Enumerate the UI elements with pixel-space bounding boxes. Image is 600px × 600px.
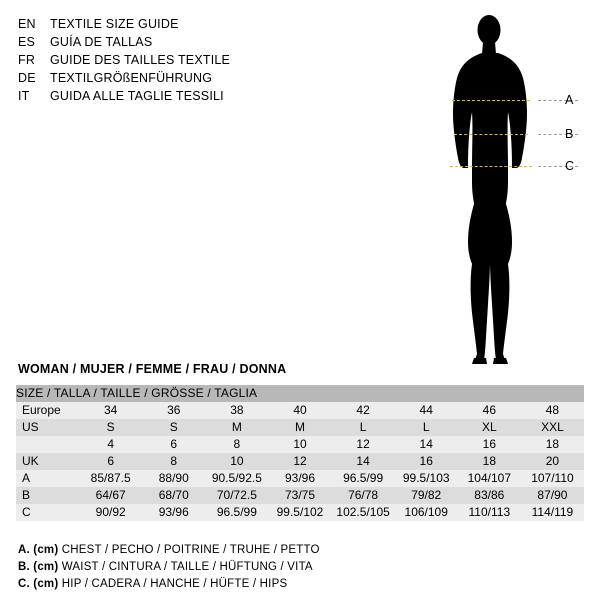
- table-cell: 110/113: [458, 504, 521, 521]
- table-cell: XL: [458, 419, 521, 436]
- table-cell: 83/86: [458, 487, 521, 504]
- language-row: [18, 33, 318, 51]
- table-cell: 8: [205, 436, 268, 453]
- table-cell: 6: [142, 436, 205, 453]
- table-cell: 106/109: [395, 504, 458, 521]
- table-cell: 76/78: [332, 487, 395, 504]
- language-title-block: [18, 15, 318, 105]
- table-header-row: [16, 385, 584, 402]
- table-cell: 48: [521, 402, 584, 419]
- table-cell: 93/96: [142, 504, 205, 521]
- table-cell: 18: [458, 453, 521, 470]
- table-cell: 12: [268, 453, 331, 470]
- table-cell: 14: [395, 436, 458, 453]
- table-cell: S: [79, 419, 142, 436]
- footnote-c-key: C. (cm): [18, 578, 59, 590]
- table-cell: 20: [521, 453, 584, 470]
- table-cell: 46: [458, 402, 521, 419]
- table-cell: 73/75: [268, 487, 331, 504]
- table-cell: 14: [332, 453, 395, 470]
- table-row: [16, 419, 584, 436]
- table-cell: 96.5/99: [205, 504, 268, 521]
- table-cell: 93/96: [268, 470, 331, 487]
- hip-measure-line: [450, 166, 532, 167]
- language-row: [18, 15, 318, 33]
- language-title: GUÍA DE TALLAS: [50, 35, 153, 49]
- table-cell: 79/82: [395, 487, 458, 504]
- language-row: [18, 69, 318, 87]
- language-title: GUIDA ALLE TAGLIE TESSILI: [50, 89, 224, 103]
- row-label: Europe: [16, 402, 79, 419]
- table-cell: 16: [395, 453, 458, 470]
- table-cell: 10: [205, 453, 268, 470]
- language-row: [18, 51, 318, 69]
- table-cell: 16: [458, 436, 521, 453]
- footnote-a-key: A. (cm): [18, 544, 59, 556]
- table-cell: 90.5/92.5: [205, 470, 268, 487]
- table-cell: 68/70: [142, 487, 205, 504]
- size-table-wrap: [16, 385, 584, 521]
- table-cell: 34: [79, 402, 142, 419]
- language-title: GUIDE DES TAILLES TEXTILE: [50, 53, 231, 67]
- table-cell: 12: [332, 436, 395, 453]
- footnote-c-text: HIP / CADERA / HANCHE / HÜFTE / HIPS: [61, 578, 288, 590]
- row-label: [16, 436, 79, 453]
- marker-label-b: B: [565, 127, 574, 141]
- footnote-b: [18, 559, 320, 576]
- language-code: ES: [18, 35, 36, 49]
- gender-caption: WOMAN / MUJER / FEMME / FRAU / DONNA: [18, 362, 287, 376]
- table-cell: 87/90: [521, 487, 584, 504]
- language-code: EN: [18, 17, 36, 31]
- table-cell: 40: [268, 402, 331, 419]
- table-row: [16, 436, 584, 453]
- table-cell: 4: [79, 436, 142, 453]
- language-code: IT: [18, 89, 30, 103]
- footnote-a-text: CHEST / PECHO / POITRINE / TRUHE / PETTO: [61, 544, 320, 556]
- table-cell: 18: [521, 436, 584, 453]
- footnote-b-key: B. (cm): [18, 561, 59, 573]
- table-row: [16, 470, 584, 487]
- row-label: US: [16, 419, 79, 436]
- table-cell: 104/107: [458, 470, 521, 487]
- table-cell: 90/92: [79, 504, 142, 521]
- table-cell: 44: [395, 402, 458, 419]
- table-cell: L: [395, 419, 458, 436]
- row-label: C: [16, 504, 79, 521]
- table-cell: 85/87.5: [79, 470, 142, 487]
- table-cell: 8: [142, 453, 205, 470]
- row-label: B: [16, 487, 79, 504]
- table-cell: 96.5/99: [332, 470, 395, 487]
- row-label: A: [16, 470, 79, 487]
- table-cell: M: [205, 419, 268, 436]
- table-row: [16, 453, 584, 470]
- table-cell: 99.5/102: [268, 504, 331, 521]
- table-cell: 64/67: [79, 487, 142, 504]
- table-cell: S: [142, 419, 205, 436]
- table-cell: 107/110: [521, 470, 584, 487]
- table-cell: 102.5/105: [332, 504, 395, 521]
- footnote-b-text: WAIST / CINTURA / TAILLE / HÜFTUNG / VITA: [61, 561, 313, 573]
- table-cell: 10: [268, 436, 331, 453]
- table-cell: 88/90: [142, 470, 205, 487]
- waist-measure-line: [454, 134, 528, 135]
- language-row: [18, 87, 318, 105]
- row-label: UK: [16, 453, 79, 470]
- footnote-c: [18, 576, 320, 593]
- table-row: [16, 504, 584, 521]
- marker-label-a: A: [565, 93, 574, 107]
- table-cell: 42: [332, 402, 395, 419]
- table-cell: 114/119: [521, 504, 584, 521]
- table-cell: 36: [142, 402, 205, 419]
- figure-area: [420, 8, 590, 368]
- language-code: FR: [18, 53, 36, 67]
- table-cell: 6: [79, 453, 142, 470]
- chest-measure-line: [452, 100, 530, 101]
- table-cell: XXL: [521, 419, 584, 436]
- table-cell: L: [332, 419, 395, 436]
- language-title: TEXTILE SIZE GUIDE: [50, 17, 179, 31]
- language-code: DE: [18, 71, 36, 85]
- language-title: TEXTILGRÖßENFÜHRUNG: [50, 71, 213, 85]
- marker-label-c: C: [565, 159, 575, 173]
- table-row: [16, 402, 584, 419]
- size-table: [16, 385, 584, 521]
- table-cell: 99.5/103: [395, 470, 458, 487]
- table-header-cell: SIZE / TALLA / TAILLE / GRÖSSE / TAGLIA: [16, 385, 584, 402]
- footnote-a: [18, 542, 320, 559]
- footnotes: [18, 542, 320, 593]
- table-cell: 70/72.5: [205, 487, 268, 504]
- table-row: [16, 487, 584, 504]
- female-body-silhouette-icon: [420, 8, 590, 368]
- table-cell: 38: [205, 402, 268, 419]
- table-cell: M: [268, 419, 331, 436]
